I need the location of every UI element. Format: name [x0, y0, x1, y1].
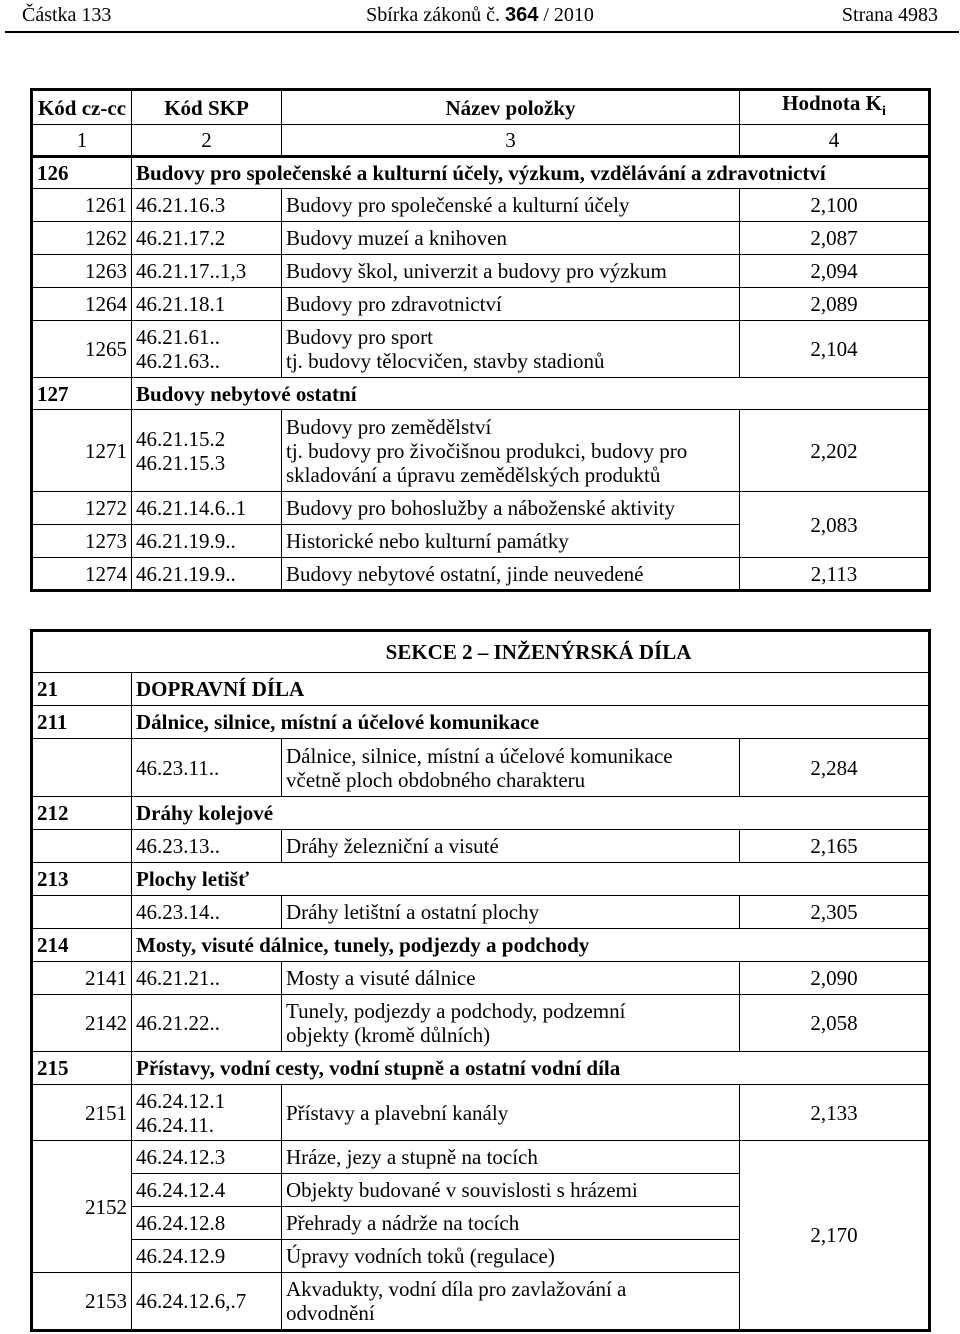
row-code: 2153 [32, 1273, 132, 1331]
row-skp: 46.24.12.4 [132, 1174, 282, 1207]
group-title: Dráhy kolejové [132, 797, 930, 830]
row-skp: 46.24.12.9 [132, 1240, 282, 1273]
group-row [32, 863, 930, 896]
row-value: 2,113 [740, 558, 930, 591]
table-row [32, 558, 930, 591]
table-row [32, 410, 930, 492]
row-name: Úpravy vodních toků (regulace) [282, 1240, 740, 1273]
row-skp: 46.21.17..1,3 [132, 255, 282, 288]
row-value: 2,305 [740, 896, 930, 929]
law-number: 364 [504, 4, 539, 26]
group-row [32, 1052, 930, 1085]
collection-prefix: Sbírka zákonů č. [366, 4, 500, 26]
row-name: Budovy pro zdravotnictví [282, 288, 740, 321]
buildings-table [30, 88, 931, 592]
row-skp: 46.21.14.6..1 [132, 492, 282, 525]
row-skp: 46.24.12.3 [132, 1141, 282, 1174]
row-skp: 46.23.11.. [132, 739, 282, 797]
col-number-3: 3 [282, 125, 740, 157]
row-skp: 46.21.16.3 [132, 189, 282, 222]
row-code: 1273 [32, 525, 132, 558]
group-code: 212 [32, 797, 132, 830]
row-name: Přístavy a plavební kanály [282, 1085, 740, 1141]
row-name: Budovy nebytové ostatní, jinde neuvedené [282, 558, 740, 591]
row-code: 1261 [32, 189, 132, 222]
row-code: 2142 [32, 995, 132, 1052]
row-value: 2,083 [740, 492, 930, 558]
row-skp: 46.21.22.. [132, 995, 282, 1052]
row-name: Přehrady a nádrže na tocích [282, 1207, 740, 1240]
group-row [32, 797, 930, 830]
row-skp: 46.24.12.8 [132, 1207, 282, 1240]
row-name: Tunely, podjezdy a podchody, podzemní objekty (kromě důlních) [282, 995, 740, 1052]
group-row [32, 378, 930, 410]
row-value: 2,284 [740, 739, 930, 797]
table-row [32, 288, 930, 321]
row-name: Hráze, jezy a stupně na tocích [282, 1141, 740, 1174]
row-code: 1274 [32, 558, 132, 591]
row-code [32, 896, 132, 929]
row-value: 2,133 [740, 1085, 930, 1141]
group-title: Mosty, visuté dálnice, tunely, podjezdy a podchody [132, 929, 930, 962]
row-code: 2151 [32, 1085, 132, 1141]
row-code [32, 739, 132, 797]
page-number: Strana 4983 [841, 4, 938, 26]
row-skp: 46.21.21.. [132, 962, 282, 995]
table-row [32, 222, 930, 255]
col-number-4: 4 [740, 125, 930, 157]
table-row [32, 321, 930, 378]
row-value: 2,165 [740, 830, 930, 863]
group-code: 21 [32, 673, 132, 706]
row-value: 2,094 [740, 255, 930, 288]
group-title: Budovy pro společenské a kulturní účely, výzkum, vzdělávání a zdravotnictví [132, 157, 930, 189]
row-code: 1272 [32, 492, 132, 525]
group-title: Dálnice, silnice, místní a účelové komunikace [132, 706, 930, 739]
row-code: 2152 [32, 1141, 132, 1273]
issue-label: Částka 133 [22, 4, 112, 26]
row-skp: 46.21.19.9.. [132, 525, 282, 558]
group-code: 215 [32, 1052, 132, 1085]
row-value: 2,170 [740, 1141, 930, 1331]
row-name: Budovy pro bohoslužby a náboženské aktivity [282, 492, 740, 525]
row-value: 2,058 [740, 995, 930, 1052]
table-row [32, 189, 930, 222]
row-name: Budovy pro společenské a kulturní účely [282, 189, 740, 222]
group-title: Přístavy, vodní cesty, vodní stupně a ostatní vodní díla [132, 1052, 930, 1085]
row-value: 2,100 [740, 189, 930, 222]
row-code: 1264 [32, 288, 132, 321]
header-rule [5, 31, 959, 33]
group-code: 211 [32, 706, 132, 739]
row-code: 1271 [32, 410, 132, 492]
row-value: 2,202 [740, 410, 930, 492]
table-row [32, 492, 930, 525]
group-row [32, 929, 930, 962]
row-name: Dráhy letištní a ostatní plochy [282, 896, 740, 929]
collection-label [0, 4, 960, 27]
row-skp: 46.24.12.1 46.24.11. [132, 1085, 282, 1141]
row-code: 1265 [32, 321, 132, 378]
row-value: 2,090 [740, 962, 930, 995]
row-name: Budovy pro zemědělství tj. budovy pro živočišnou produkci, budovy pro skladování a úpravu zemědělských produktů [282, 410, 740, 492]
group-code: 213 [32, 863, 132, 896]
row-code: 1262 [32, 222, 132, 255]
row-name: Dálnice, silnice, místní a účelové komunikace včetně ploch obdobného charakteru [282, 739, 740, 797]
table-row [32, 830, 930, 863]
row-name: Dráhy železniční a visuté [282, 830, 740, 863]
row-name: Mosty a visuté dálnice [282, 962, 740, 995]
row-skp: 46.21.61.. 46.21.63.. [132, 321, 282, 378]
row-name: Budovy muzeí a knihoven [282, 222, 740, 255]
row-name: Akvadukty, vodní díla pro zavlažování a odvodnění [282, 1273, 740, 1331]
row-skp: 46.21.19.9.. [132, 558, 282, 591]
group-row [32, 706, 930, 739]
group-code: 127 [32, 378, 132, 410]
engineering-table [30, 629, 931, 1332]
row-code: 1263 [32, 255, 132, 288]
table-row [32, 962, 930, 995]
table-row [32, 995, 930, 1052]
row-skp: 46.23.14.. [132, 896, 282, 929]
row-value: 2,104 [740, 321, 930, 378]
row-value: 2,087 [740, 222, 930, 255]
group-title: DOPRAVNÍ DÍLA [132, 673, 930, 706]
group-code: 126 [32, 157, 132, 189]
col-number-2: 2 [132, 125, 282, 157]
row-skp: 46.21.17.2 [132, 222, 282, 255]
row-skp: 46.21.15.2 46.21.15.3 [132, 410, 282, 492]
col-header-code: Kód cz-cc [32, 90, 132, 125]
col-header-name: Název položky [282, 90, 740, 125]
group-title: Budovy nebytové ostatní [132, 378, 930, 410]
row-value: 2,089 [740, 288, 930, 321]
row-skp: 46.24.12.6,.7 [132, 1273, 282, 1331]
row-skp: 46.23.13.. [132, 830, 282, 863]
group-row [32, 673, 930, 706]
group-code: 214 [32, 929, 132, 962]
group-row [32, 157, 930, 189]
group-title: Plochy letišť [132, 863, 930, 896]
row-skp: 46.21.18.1 [132, 288, 282, 321]
row-code: 2141 [32, 962, 132, 995]
section-title: SEKCE 2 – INŽENÝRSKÁ DÍLA [32, 631, 930, 673]
table-row [32, 1141, 930, 1174]
col-header-value: Hodnota $K_i$ [740, 90, 930, 125]
page-header [0, 0, 960, 34]
col-number-1: 1 [32, 125, 132, 157]
row-name: Budovy pro sport tj. budovy tělocvičen, stavby stadionů [282, 321, 740, 378]
row-name: Budovy škol, univerzit a budovy pro výzkum [282, 255, 740, 288]
row-name: Objekty budované v souvislosti s hrázemi [282, 1174, 740, 1207]
table-row [32, 739, 930, 797]
table-row [32, 896, 930, 929]
col-header-skp: Kód SKP [132, 90, 282, 125]
row-name: Historické nebo kulturní památky [282, 525, 740, 558]
table-row [32, 1085, 930, 1141]
row-code [32, 830, 132, 863]
collection-year: / 2010 [543, 4, 594, 26]
table-row [32, 255, 930, 288]
